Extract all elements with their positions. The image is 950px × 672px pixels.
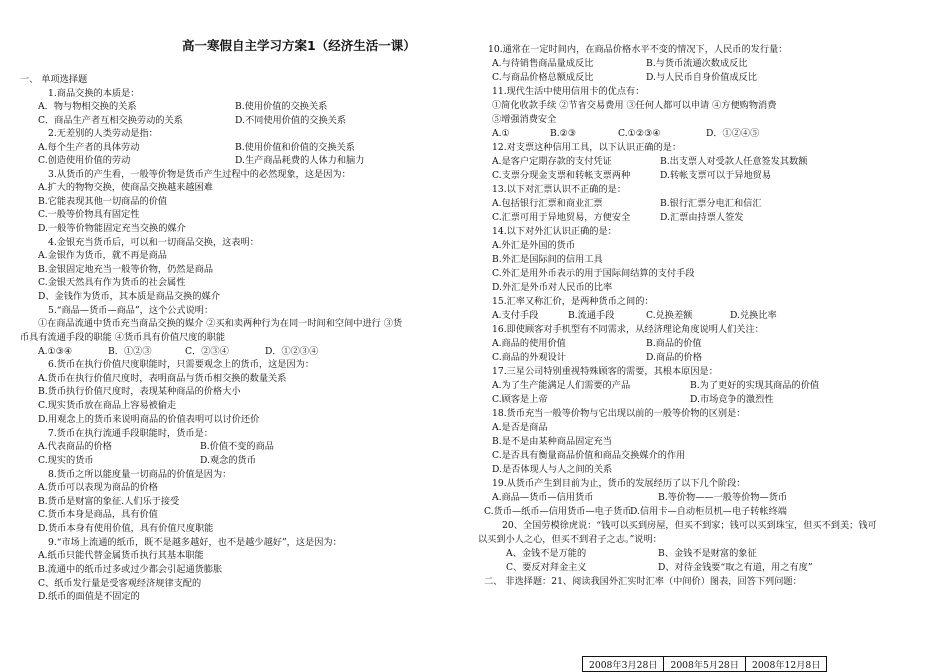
right-column-text-line: A.外汇是外国的货币 <box>492 240 576 251</box>
right-column-text-line: 12.对支票这种信用工具，以下认识正确的是： <box>492 142 682 153</box>
right-column-text-line: 18.货币充当一般等价物与它出现以前的一般等价物的区别是： <box>492 408 746 419</box>
left-column-text-line: 4.金银充当货币后，可以和一切商品交换，这表明： <box>48 237 259 248</box>
left-column-text-line: 一、 单项选择题 <box>20 74 88 85</box>
right-column-text-line: 以买到小人之心，但买不到君子之志。”说明： <box>478 534 662 545</box>
right-column-text-line: 16.即使顾客对手机型有不同需求，从经济理论角度说明人们关注： <box>492 324 764 335</box>
left-column-text-line: 币具有流通手段的职能 ④货币具有价值尺度的职能 <box>20 332 226 343</box>
right-column-text-line: A.为了生产能满足人们需要的产品 <box>492 380 631 391</box>
right-column-text-line: A.是否是商品 <box>492 422 548 433</box>
right-column-text-line: A.与待销售商品量成反比 <box>492 58 594 69</box>
left-column-text-line: D.不同使用价值的交换关系 <box>235 115 347 126</box>
page-title: 高一寒假自主学习方案1（经济生活一课） <box>182 38 416 53</box>
right-column-text-line: C.是否具有衡量商品价值和商品交换媒介的作用 <box>492 450 686 461</box>
left-column-text-line: 6.货币在执行价值尺度职能时，只需要观念上的货币，这是因为： <box>48 359 315 370</box>
right-column-text-line: B.外汇是国际间的信用工具 <box>492 254 603 265</box>
right-column-text-line: C、要反对拜金主义 <box>506 562 587 573</box>
left-column-text-line: B．①②③ <box>108 346 152 357</box>
left-column-text-line: C.一般等价物具有固定性 <box>38 209 140 220</box>
table-cell: 2008年12月8日 <box>745 657 826 672</box>
left-column-text-line: C．②③④ <box>185 346 229 357</box>
right-column-text-line: C.商品的外观设计 <box>492 352 566 363</box>
right-column-text-line: 13.以下对汇票认识不正确的是： <box>492 184 627 195</box>
left-column-text-line: D．①②③④ <box>265 346 319 357</box>
left-column-text-line: C.创造使用价值的劳动 <box>38 155 131 166</box>
right-column-text-line: D、对待金钱要“取之有道，用之有度” <box>658 562 813 573</box>
left-column-text-line: C.现实货币放在商品上容易被偷走 <box>38 400 177 411</box>
right-column-text-line: D.是否体现人与人之间的关系 <box>492 464 613 475</box>
left-column-text-line: B.货币执行价值尺度时，表现某种商品的价格大小 <box>38 386 241 397</box>
left-column-text-line: A.金银作为货币，就不再是商品 <box>38 250 167 261</box>
right-column-text-line: A.商品的使用价值 <box>492 338 566 349</box>
left-column-text-line: 3.从货币的产生看，一般等价物是货币产生过程中的必然现象，这是因为： <box>48 169 351 180</box>
left-column-text-line: ①在商品流通中货币充当商品交换的媒介 ②买和卖两种行为在同一时间和空间中进行 ③货 <box>38 318 403 329</box>
right-column-text-line: 19.从货币产生到目前为止，货币的发展经历了以下几个阶段： <box>492 478 746 489</box>
right-column-text-line: B.银行汇票分电汇和信汇 <box>660 198 762 209</box>
left-column-text-line: 1.商品交换的本质是： <box>48 88 140 99</box>
exchange-rate-table <box>582 656 827 672</box>
right-column-text-line: ⑤增强消费安全 <box>492 114 557 125</box>
left-column-text-line: C.货币本身是商品，具有价值 <box>38 509 158 520</box>
right-column-text-line: B.流通手段 <box>568 310 615 321</box>
right-column-text-line: D.商品的价格 <box>646 352 702 363</box>
left-column-text-line: B.价值不变的商品 <box>200 441 274 452</box>
left-column-text-line: B.使用价值和价值的交换关系 <box>235 142 355 153</box>
left-column-text-line: A.纸币只能代替金属货币执行其基本职能 <box>38 550 204 561</box>
right-column-text-line: C.支票分现金支票和转帐支票两种 <box>492 170 631 181</box>
right-column-text-line: 15.汇率又称汇价，是两种货币之间的： <box>492 296 654 307</box>
right-column-text-line: B.出支票人对受款人任意签发其数额 <box>660 156 808 167</box>
right-column-text-line: B.商品的价值 <box>646 338 702 349</box>
right-column-text-line: C.与商品价格总额成反比 <box>492 72 594 83</box>
right-column-text-line: ①简化收款手续 ②节省交易费用 ③任何人都可以申请 ④方便购物消费 <box>492 100 777 111</box>
right-column-text-line: D.汇票由持票人签发 <box>660 212 744 223</box>
right-column-text-line: D.市场竞争的激烈性 <box>690 394 774 405</box>
right-column-text-line: 17.三星公司特别重视特殊顾客的需要，其根本原因是： <box>492 366 718 377</box>
left-column-text-line: D.一般等价物能固定充当交换的媒介 <box>38 223 186 234</box>
right-column-text-line: 10.通常在一定时间内，在商品价格水平不变的情况下，人民币的发行量： <box>488 44 788 55</box>
right-column-text-line: B.等价物——一般等价物—货币 <box>658 492 788 503</box>
left-column-text-line: A.扩大的物物交换，使商品交换越来越困难 <box>38 182 213 193</box>
right-column-text-line: A.① <box>492 128 510 139</box>
left-column-text-line: A.货币在执行价值尺度时，表明商品与货币相交换的数量关系 <box>38 373 287 384</box>
right-column-text-line: D．①②④⑤ <box>706 128 760 139</box>
left-column-text-line: D.生产商品耗费的人体力和脑力 <box>235 155 365 166</box>
right-column-text-line: A.商品—货币—信用货币 <box>492 492 594 503</box>
left-column-text-line: D.纸币的面值是不固定的 <box>38 591 140 602</box>
left-column-text-line: B.使用价值的交换关系 <box>235 101 328 112</box>
left-column-text-line: C.金银天然具有作为货币的社会属性 <box>38 277 186 288</box>
right-column-text-line: A.包括银行汇票和商业汇票 <box>492 198 603 209</box>
right-column-text-line: C.汇票可用于异地贸易，方便安全 <box>492 212 631 223</box>
left-column-text-line: C、纸币发行量是受客观经济规律支配的 <box>38 578 202 589</box>
right-column-text-line: B.与货币流通次数成反比 <box>646 58 748 69</box>
left-column-text-line: B.它能表现其他一切商品的价值 <box>38 196 168 207</box>
right-column-text-line: D.外汇是外币对人民币的比率 <box>492 282 613 293</box>
right-column-text-line: D.信用卡—自动柜员机—电子转帐终端 <box>630 506 787 517</box>
right-column-text-line: 11.现代生活中使用信用卡的优点有： <box>492 86 645 97</box>
left-column-text-line: 7.货币在执行流通手段职能时，货币是： <box>48 428 213 439</box>
right-column-text-line: C.顾客是上帝 <box>492 394 548 405</box>
left-column-text-line: B.货币是财富的象征.人们乐于接受 <box>38 496 180 507</box>
right-column-text-line: B.②③ <box>550 128 577 139</box>
left-column-text-line: 8.货币之所以能度量一切商品的价值是因为： <box>48 469 232 480</box>
left-column-text-line: 5.“商品—货币—商品”，这个公式说明： <box>48 305 214 316</box>
left-column-text-line: A.货币可以表现为商品的价格 <box>38 482 158 493</box>
left-column-text-line: A．物与物相交换的关系 <box>38 101 137 112</box>
left-column-text-line: B.金银固定地充当一般等价物，仍然是商品 <box>38 264 214 275</box>
left-column-text-line: D.货币本身有使用价值，具有价值尺度职能 <box>38 523 214 534</box>
left-column-text-line: 9.“市场上流通的纸币，既不是越多越好，也不是越少越好”，这是因为： <box>48 537 342 548</box>
table-row <box>583 657 827 672</box>
right-column-text-line: D.与人民币自身价值成反比 <box>646 72 758 83</box>
left-column-text-line: 2.无差别的人类劳动是指： <box>48 128 158 139</box>
right-column-text-line: A、金钱不是万能的 <box>506 548 587 559</box>
left-column-text-line: D.观念的货币 <box>200 455 256 466</box>
right-column-text-line: D.兑换比率 <box>730 310 777 321</box>
right-column-text-line: C.①②③④ <box>618 128 661 139</box>
left-column-text-line: D、金钱作为货币，其本质是商品交换的媒介 <box>38 291 220 302</box>
left-column-text-line: B.流通中的纸币过多或过少都会引起通货膨胀 <box>38 564 223 575</box>
table-cell: 2008年5月28日 <box>664 657 745 672</box>
right-column-text-line: C.兑换差额 <box>646 310 693 321</box>
right-column-text-line: B.为了更好的实现其商品的价值 <box>690 380 820 391</box>
right-column-text-line: B、金钱不是财富的象征 <box>658 548 757 559</box>
table-cell: 2008年3月28日 <box>583 657 664 672</box>
left-column-text-line: C．商品生产者互相交换劳动的关系 <box>38 115 183 126</box>
left-column-text-line: A.①③④ <box>38 346 73 357</box>
right-column-text-line: B.是不是由某种商品固定充当 <box>492 436 612 447</box>
right-column-text-line: A.支付手段 <box>492 310 539 321</box>
left-column-text-line: C.现实的货币 <box>38 455 94 466</box>
left-column-text-line: A.每个生产者的具体劳动 <box>38 142 140 153</box>
right-column-text-line: A.是客户定期存款的支付凭证 <box>492 156 612 167</box>
right-column-text-line: D.转帐支票可以于异地贸易 <box>660 170 772 181</box>
right-column-text-line: 20、全国劳模徐虎说：“钱可以买到房屋，但买不到家；钱可以买到珠宝，但买不到美；钱可 <box>502 520 877 531</box>
right-column-text-line: C.外汇是用外币表示的用于国际间结算的支付手段 <box>492 268 695 279</box>
left-column-text-line: A.代表商品的价格 <box>38 441 112 452</box>
right-column-text-line: 14.以下对外汇认识正确的是： <box>492 226 617 237</box>
left-column-text-line: D.用观念上的货币来说明商品的价值表明可以讨价还价 <box>38 414 260 425</box>
right-column-text-line: C.货币—纸币—信用货币—电子货币 <box>484 506 632 517</box>
right-column-text-line: 二、 非选择题：21、阅读我国外汇实时汇率（中间价）图表，回答下列问题： <box>484 576 802 587</box>
